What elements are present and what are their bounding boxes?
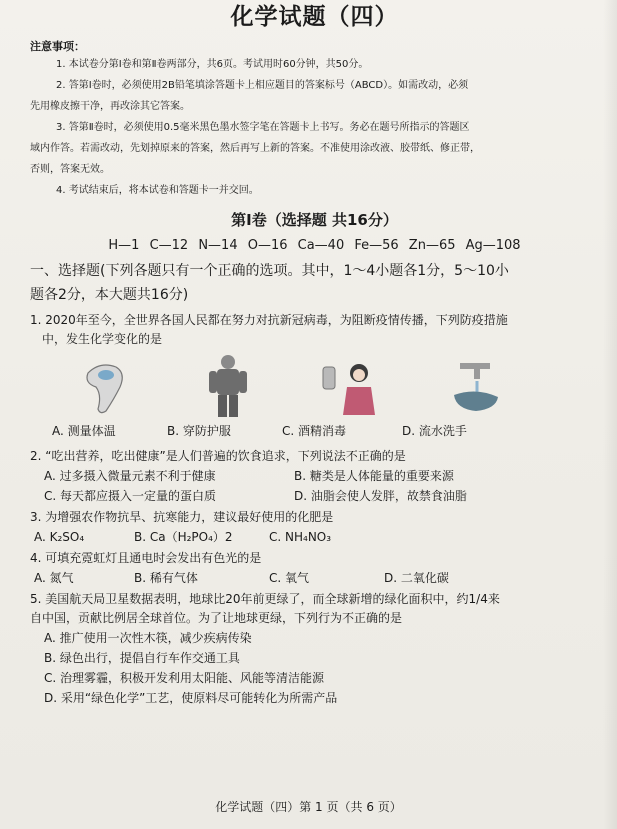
option-a[interactable]: A. 过多摄入微量元素不利于健康 [44, 469, 216, 483]
question-5-option-b [30, 648, 599, 668]
question-3-stem: 3. 为增强农作物抗旱、抗寒能力，建议最好使用的化肥是 [30, 510, 334, 524]
option-b[interactable]: B. 绿色出行，提倡自行车作交通工具 [44, 651, 240, 665]
option-a[interactable]: A. 氮气 [34, 571, 74, 585]
option-c[interactable]: C. 酒精消毒 [282, 424, 347, 438]
question-5-stem: 5. 美国航天局卫星数据表明，地球比20年前更绿了，而全球新增的绿化面积中，约1/4来 [30, 592, 500, 606]
question-5-stem: 自中国，贡献比例居全球首位。为了让地球更绿，下列行为不正确的是 [30, 611, 403, 625]
option-d[interactable]: D. 流水洗手 [402, 424, 467, 438]
option-c[interactable]: C. 治理雾霾，积极开发利用太阳能、风能等清洁能源 [44, 671, 325, 685]
option-a[interactable]: A. K₂SO₄ [34, 530, 85, 544]
question-2-stem: 2. “吃出营养，吃出健康”是人们普遍的饮食追求，下列说法不正确的是 [30, 449, 406, 463]
notice-line: 4. 考试结束后，将本试卷和答题卡一并交回。 [56, 185, 259, 196]
question-4-stem: 4. 可填充霓虹灯且通电时会发出有色光的是 [30, 551, 262, 565]
option-a[interactable]: A. 推广使用一次性木筷，减少疾病传染 [44, 631, 252, 645]
notice-line: 否则，答案无效。 [30, 164, 110, 175]
section-title: 第Ⅰ卷（选择题 共16分） [231, 211, 398, 229]
option-d[interactable]: D. 油脂会使人发胖，故禁食油脂 [294, 489, 467, 503]
question-1-images [70, 353, 510, 419]
question-5-option-a [30, 628, 599, 648]
option-c[interactable]: C. 每天都应摄入一定量的蛋白质 [44, 489, 217, 503]
question-1-stem: 中，发生化学变化的是 [42, 332, 163, 346]
option-b[interactable]: B. 穿防护服 [167, 424, 231, 438]
notice-line: 3. 答第Ⅱ卷时，必须使用0.5毫米黑色墨水签字笔在答题卡上书写。务必在题号所指示的答题区 [56, 122, 470, 133]
option-d[interactable]: D. 采用“绿色化学”工艺，使原料尽可能转化为所需产品 [44, 691, 338, 705]
question-3-options [30, 527, 599, 547]
notice-line: 2. 答第Ⅰ卷时，必须使用2B铅笔填涂答题卡上相应题目的答案标号（ABCD）。如需改动，必须 [56, 80, 469, 91]
part-title: 题各2分，本大题共16分) [30, 287, 189, 303]
option-c[interactable]: C. NH₄NO₃ [269, 530, 332, 544]
option-d[interactable]: D. 二氧化碳 [384, 571, 449, 585]
option-b[interactable]: B. Ca（H₂PO₄）2 [134, 530, 233, 544]
atomic-masses: H—1 C—12 N—14 O—16 Ca—40 Fe—56 Zn—65 Ag—108 [108, 238, 521, 253]
question-4-options [30, 568, 599, 588]
question-5-option-c [30, 668, 599, 688]
protective-suit-icon [193, 353, 263, 419]
question-2-options-row-1 [30, 466, 599, 486]
option-b[interactable]: B. 稀有气体 [134, 571, 198, 585]
notice-block [30, 54, 599, 201]
option-a[interactable]: A. 测量体温 [52, 424, 116, 438]
question-5-option-d [30, 688, 599, 708]
thermometer-gun-icon [70, 353, 140, 419]
notice-line: 域内作答。若需改动，先划掉原来的答案，然后再写上新的答案。不准使用涂改液、胶带纸、修正带， [30, 143, 480, 154]
alcohol-disinfect-icon [317, 353, 387, 419]
part-title: 一、选择题(下列各题只有一个正确的选项。其中，1～4小题各1分，5～10小 [30, 263, 509, 279]
question-1-stem: 1. 2020年至今，全世界各国人民都在努力对抗新冠病毒，为阻断疫情传播，下列防疫措施 [30, 313, 508, 327]
page-title: 化学试题（四） [230, 3, 399, 30]
notice-heading: 注意事项： [30, 40, 85, 53]
page-shadow [603, 0, 617, 829]
notice-line: 1. 本试卷分第Ⅰ卷和第Ⅱ卷两部分，共6页。考试用时60分钟，共50分。 [56, 59, 369, 70]
notice-line: 先用橡皮擦干净，再改涂其它答案。 [30, 101, 190, 112]
page-footer: 化学试题（四）第 1 页（共 6 页） [215, 800, 402, 814]
question-1-options [30, 421, 599, 441]
option-c[interactable]: C. 氧气 [269, 571, 310, 585]
faucet-washing-icon [440, 353, 510, 419]
question-2-options-row-2 [30, 486, 599, 506]
option-b[interactable]: B. 糖类是人体能量的重要来源 [294, 469, 454, 483]
